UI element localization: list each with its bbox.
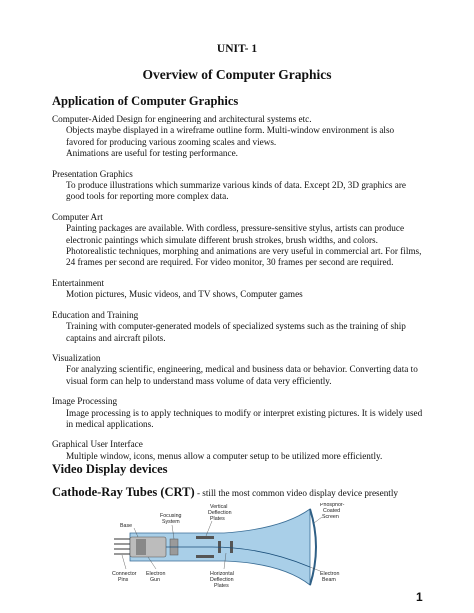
application-body: Painting packages are available. With cordless, pressure-sensitive stylus, artists can produce electronic paintings which simulate different brush strokes, brush widths, and colors. Photorealistic techniques, morphing and animations are very useful in commercial art. For films, 24 frames per second are required. For video monitor, 30 frames per second are required.	[66, 223, 422, 268]
page-number: 1	[416, 590, 423, 604]
label-electron-beam-2: Beam	[322, 577, 336, 583]
label-vertical: Vertical	[210, 504, 228, 510]
label-connector: Connector	[112, 571, 137, 577]
electron-gun-icon	[130, 537, 166, 557]
cathode-icon	[136, 539, 146, 555]
application-section	[52, 396, 424, 430]
crt-diagram	[112, 503, 372, 589]
application-body: For analyzing scientific, engineering, medical and business data or behavior. Converting data to visual form can help to understand mass volume of data very efficiently.	[66, 364, 418, 386]
crt-heading	[52, 485, 398, 500]
application-section	[52, 439, 424, 462]
application-section	[52, 212, 424, 269]
application-section	[52, 169, 424, 203]
page-title: Overview of Computer Graphics	[142, 67, 332, 82]
application-title: Visualization	[52, 352, 101, 363]
vertical-plate-bottom-icon	[196, 555, 214, 558]
label-screen: Screen	[322, 514, 339, 520]
label-deflection-h: Deflection	[210, 577, 234, 583]
label-phosphor: Phosphor-	[320, 503, 345, 508]
label-electron-gun-1: Electron	[146, 571, 166, 577]
label-base: Base	[120, 523, 133, 529]
application-body: Multiple window, icons, menus allow a computer setup to be utilized more efficiently.	[66, 450, 383, 461]
application-title: Education and Training	[52, 309, 139, 320]
label-pins: Pins	[118, 577, 129, 583]
crt-name: Cathode-Ray Tubes (CRT)	[52, 485, 195, 499]
application-section	[52, 278, 424, 301]
application-title: Computer Art	[52, 211, 103, 222]
application-title: Image Processing	[52, 396, 118, 407]
application-body: Training with computer-generated models of specialized systems such as the training of ship captains and aircraft pilots.	[66, 321, 406, 343]
application-body: Image processing is to apply techniques to modify or interpret existing pictures. It is widely used in medical applications.	[66, 407, 423, 429]
unit-label: UNIT- 1	[216, 43, 258, 55]
horizontal-plate-right-icon	[230, 541, 233, 553]
application-title: Computer-Aided Design for engineering and architectural systems etc.	[52, 114, 312, 124]
application-body: Objects maybe displayed in a wireframe outline form. Multi-window environment is also favored for producing various zooming scales and views. Animations are useful for testing performance.	[66, 125, 395, 159]
applications-list	[52, 114, 424, 471]
application-title: Graphical User Interface	[52, 439, 143, 450]
section-heading-applications: Application of Computer Graphics	[52, 94, 239, 108]
label-electron-gun-2: Gun	[150, 577, 161, 583]
label-system: System	[162, 519, 180, 525]
label-horizontal: Horizontal	[210, 571, 234, 577]
section-heading-video-display: Video Display devices	[52, 462, 168, 476]
application-title: Entertainment	[52, 277, 105, 288]
label-plates-v: Plates	[210, 516, 225, 522]
label-plates-h: Plates	[214, 583, 229, 589]
application-section	[52, 310, 424, 344]
application-body: Motion pictures, Music videos, and TV shows, Computer games	[66, 289, 303, 300]
application-body: To produce illustrations which summarize various kinds of data. Except 2D, 3D graphics are good tools for reporting more complex data.	[66, 180, 406, 202]
application-section	[52, 114, 424, 160]
label-focusing: Focusing	[160, 513, 182, 519]
label-coated: Coated	[323, 508, 341, 514]
crt-description: - still the most common video display device presently	[194, 488, 399, 498]
vertical-plate-top-icon	[196, 536, 214, 539]
label-electron-beam-1: Electron	[320, 571, 340, 577]
phosphor-screen-icon	[310, 509, 316, 585]
application-title: Presentation Graphics	[52, 168, 133, 179]
label-deflection-v: Deflection	[208, 510, 232, 516]
application-section	[52, 353, 424, 387]
